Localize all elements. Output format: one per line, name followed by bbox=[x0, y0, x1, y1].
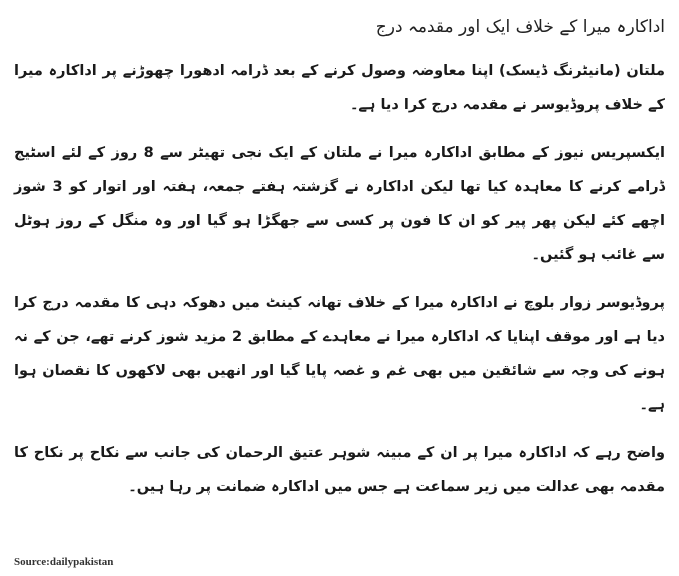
article-headline: اداکارہ میرا کے خلاف ایک اور مقدمہ درج bbox=[375, 17, 665, 37]
article bbox=[14, 14, 665, 568]
source-credit: Source:dailypakistan bbox=[14, 556, 114, 568]
article-paragraph: واضح رہے کہ اداکارہ میرا پر ان کے مبینہ شوہر عتیق الرحمان کی جانب سے نکاح پر نکاح کا مقدمہ بھی عدالت میں زیر سماعت ہے جس میں اداکارہ ضمانت پر رہا ہیں۔ bbox=[14, 445, 665, 495]
article-paragraph: ملتان (مانیٹرنگ ڈیسک) اپنا معاوضہ وصول کرنے کے بعد ڈرامہ ادھورا چھوڑنے پر اداکارہ میرا کے خلاف پروڈیوسر نے مقدمہ درج کرا دیا ہے۔ bbox=[14, 63, 665, 113]
article-paragraph: ایکسپریس نیوز کے مطابق اداکارہ میرا نے ملتان کے ایک نجی تھیٹر سے 8 روز کے لئے اسٹیج ڈرامے کرنے کا معاہدہ کیا تھا لیکن اداکارہ نے گزشتہ ہفتے جمعہ، ہفتہ اور اتوار کو 3 شوز اچھے کئے لیکن پھر پیر کو ان کا فون پر کسی سے جھگڑا ہو گیا اور وہ منگل کے روز ہوٹل سے غائب ہو گئیں۔ bbox=[14, 145, 666, 263]
article-paragraph: پروڈیوسر زوار بلوچ نے اداکارہ میرا کے خلاف تھانہ کینٹ میں دھوکہ دہی کا مقدمہ درج کرا دیا ہے اور موقف اپنایا کہ اداکارہ میرا نے معاہدے کے مطابق 2 مزید شوز کرنے تھے، جن کے نہ ہونے کی وجہ سے شائقین میں بھی غم و غصہ پایا گیا اور انھیں بھی لاکھوں کا نقصان ہوا ہے۔ bbox=[14, 295, 665, 413]
